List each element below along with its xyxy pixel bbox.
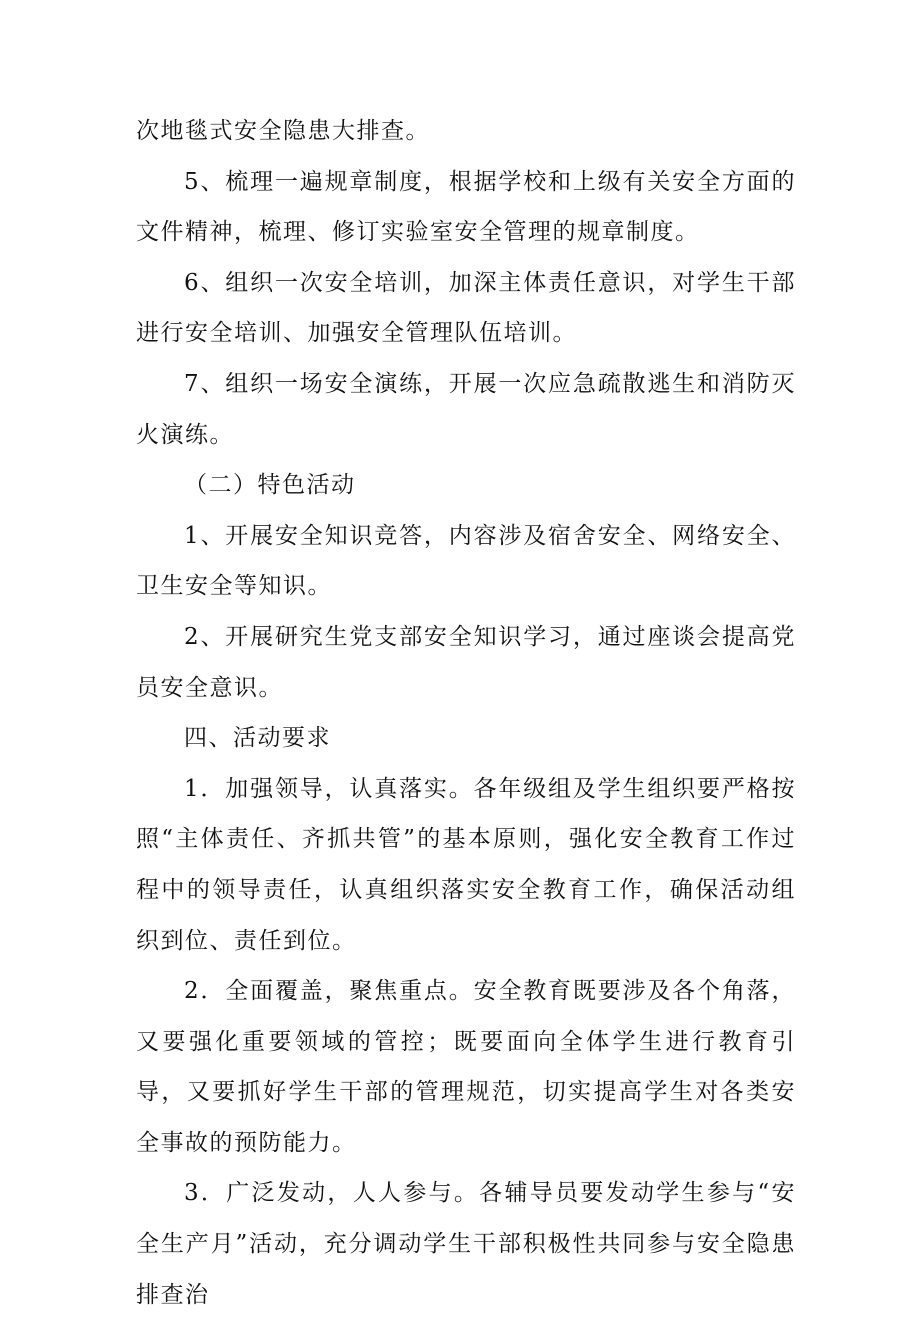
- paragraph-continuation: 次地毯式安全隐患大排查。: [136, 118, 430, 144]
- paragraph-special-1: 1、开展安全知识竞答，内容涉及宿舍安全、网络安全、卫生安全等知识。: [136, 522, 796, 600]
- document-body: [136, 106, 796, 1320]
- paragraph-requirement-1: 1．加强领导，认真落实。各年级组及学生组织要严格按照“主体责任、齐抓共管”的基本原则，强化安全教育工作过程中的领导责任，认真组织落实安全教育工作，确保活动组织到位、责任到位。: [136, 775, 796, 954]
- paragraph-item-6: 6、组织一次安全培训，加深主体责任意识，对学生干部进行安全培训、加强安全管理队伍培训。: [136, 269, 796, 347]
- section-heading-requirements: 四、活动要求: [184, 725, 331, 752]
- paragraph-requirement-2: 2．全面覆盖，聚焦重点。安全教育既要涉及各个角落，又要强化重要领域的管控；既要面向全体学生进行教育引导，又要抓好学生干部的管理规范，切实提高学生对各类安全事故的预防能力。: [136, 978, 796, 1156]
- paragraph-special-2: 2、开展研究生党支部安全知识学习，通过座谈会提高党员安全意识。: [136, 623, 796, 701]
- paragraph-requirement-3: 3．广泛发动，人人参与。各辅导员要发动学生参与“安全生产月”活动，充分调动学生干部积极性共同参与安全隐患排查治: [136, 1180, 796, 1308]
- section-heading-special-activities: （二）特色活动: [184, 472, 356, 499]
- paragraph-item-7: 7、组织一场安全演练，开展一次应急疏散逃生和消防灭火演练。: [136, 370, 796, 448]
- paragraph-item-5: 5、梳理一遍规章制度，根据学校和上级有关安全方面的文件精神，梳理、修订实验室安全管理的规章制度。: [136, 168, 796, 246]
